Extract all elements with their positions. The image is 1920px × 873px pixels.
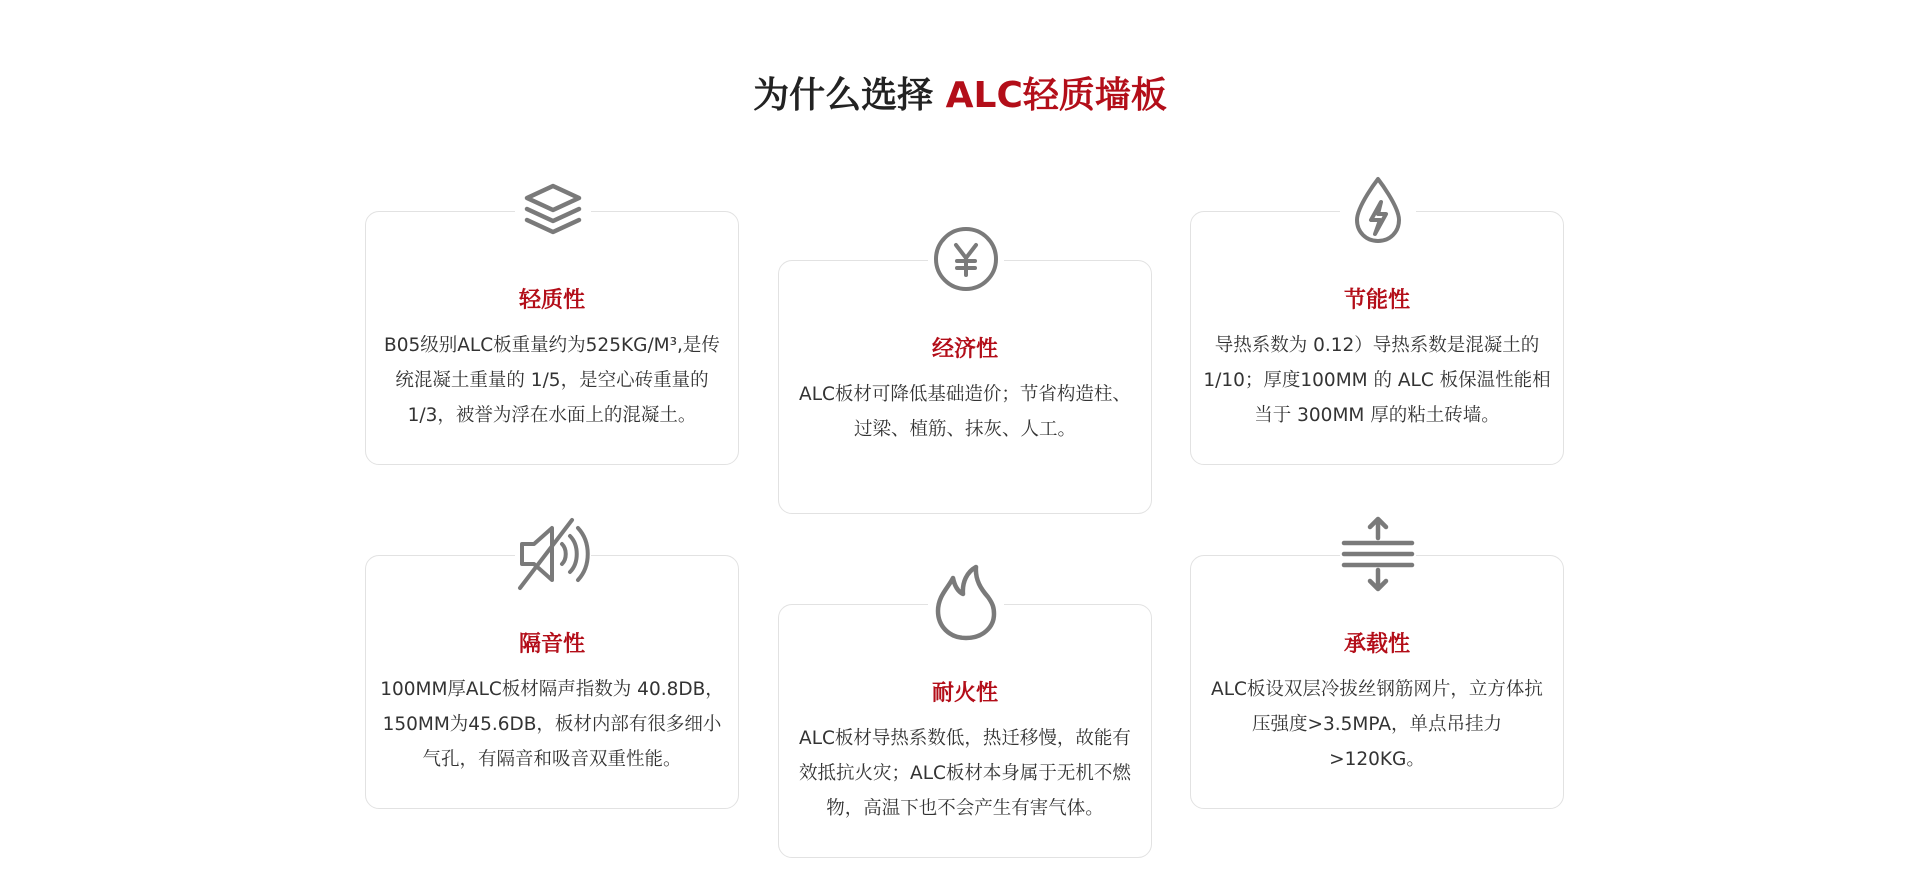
feature-card-energy-saving <box>1190 211 1564 465</box>
card-title: 耐火性 <box>931 681 998 706</box>
stacked-layers-icon <box>515 170 591 250</box>
feature-card-economy <box>778 260 1152 514</box>
card-description: 导热系数为 0.12）导热系数是混凝土的 1/10；厚度100MM 的 ALC 板保温性能相当于 300MM 厚的粘土砖墙。 <box>1203 335 1551 426</box>
card-title: 节能性 <box>1343 288 1410 313</box>
card-description: 100MM厚ALC板材隔声指数为 40.8DB，150MM为45.6DB，板材内部有很多细小气孔，有隔音和吸音双重性能。 <box>380 679 724 770</box>
card-description: ALC板设双层冷拔丝钢筋网片，立方体抗压强度>3.5MPA，单点吊挂力 >120KG。 <box>1211 679 1543 770</box>
title-prefix: 为什么选择 <box>753 75 946 116</box>
card-title: 轻质性 <box>518 288 585 313</box>
card-title: 经济性 <box>931 337 998 362</box>
title-highlight: ALC轻质墙板 <box>945 75 1167 116</box>
sound-mute-icon <box>515 514 591 594</box>
load-bearing-icon <box>1340 514 1416 594</box>
fire-icon <box>928 563 1004 643</box>
yen-circle-icon <box>928 219 1004 299</box>
card-description: B05级别ALC板重量约为525KG/M³,是传统混凝土重量的 1/5，是空心砖重量的 1/3，被誉为浮在水面上的混凝土。 <box>384 335 720 426</box>
card-title: 隔音性 <box>518 632 585 657</box>
card-title: 承载性 <box>1343 632 1410 657</box>
feature-card-load-bearing <box>1190 555 1564 809</box>
card-description: ALC板材导热系数低，热迁移慢，故能有效抵抗火灾；ALC板材本身属于无机不燃物，高温下也不会产生有害气体。 <box>799 728 1131 819</box>
energy-drop-icon <box>1340 170 1416 250</box>
feature-card-fire-resistance <box>778 604 1152 858</box>
card-description: ALC板材可降低基础造价；节省构造柱、过梁、植筋、抹灰、人工。 <box>799 384 1131 440</box>
feature-card-lightweight <box>365 211 739 465</box>
section-title <box>0 74 1920 118</box>
feature-card-sound-insulation <box>365 555 739 809</box>
